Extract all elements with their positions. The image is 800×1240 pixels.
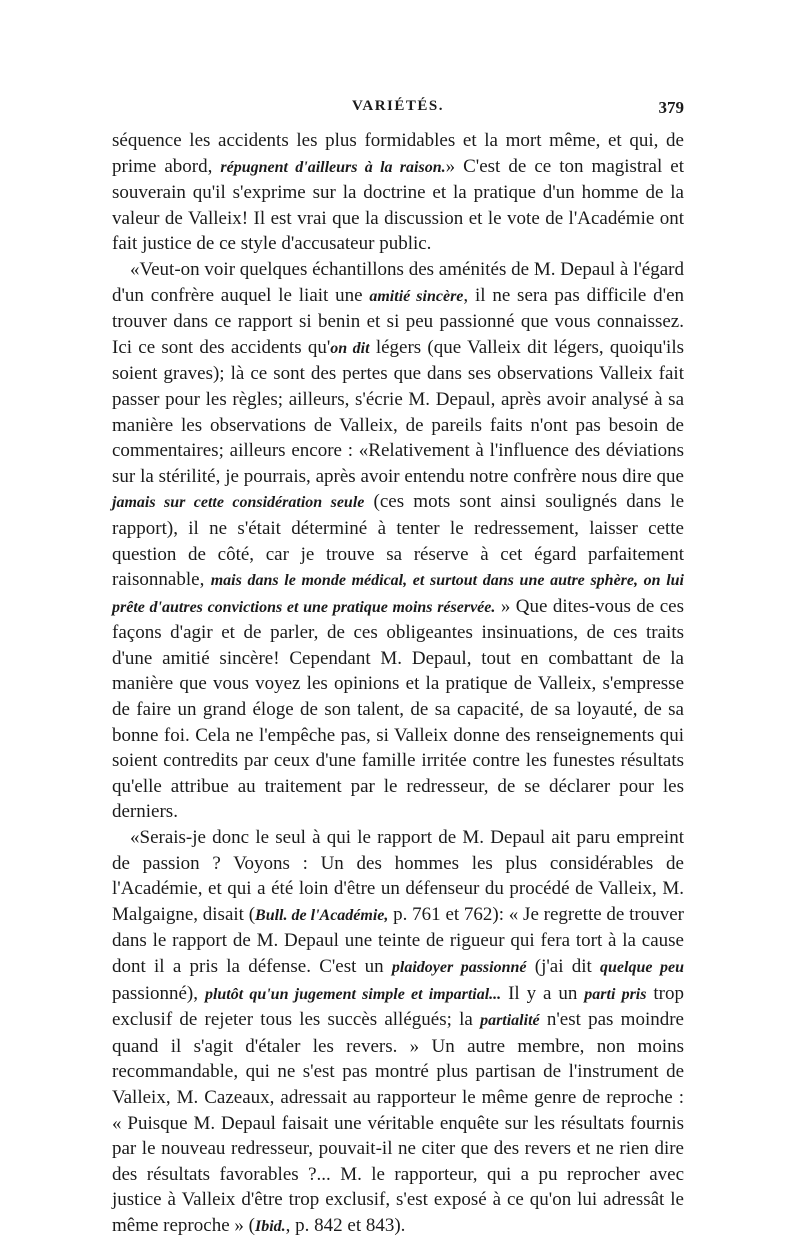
text-run: , il ne sera pas difficile d'en trouver dans ce rapport si benin et si peu passionné que vous connaissez. Ici ce sont des accidents qu' <box>112 284 685 358</box>
italic-run: jamais sur cette considération seule <box>112 494 365 512</box>
text-run: (j'ai dit <box>526 956 601 977</box>
text-run: » Que dites-vous de ces façons d'agir et de parler, de ces obligeantes insinuations, de ces traits d'une amitié sincère! Cependant M. Depaul, tout en combattant de la manière que vous voyez les opinions et la pratique de Valleix, s'empresse de faire un grand éloge de son talent, de sa capacité, de sa loyauté, de sa bonne foi. Cela ne l'empêche pas, si Valleix donne des renseignements qui soient contredits par ceux d'une famille irritée contre les funestes résultats qu'elle attribue au traitement par le redresseur, de se déclarer pour les derniers. <box>112 595 684 823</box>
text-run: trop exclusif de rejeter tous les succès allégués; la <box>112 982 685 1031</box>
page-header <box>112 98 684 128</box>
italic-run: plaidoyer passionné <box>391 959 527 976</box>
italic-run: Ibid. <box>254 1217 286 1235</box>
text-run: séquence les accidents les plus formidables et la mort même, et qui, de prime abord, <box>112 130 684 177</box>
italic-run: répugnent d'ailleurs à la raison. <box>220 158 446 176</box>
paragraph <box>112 128 684 257</box>
italic-run: mais dans le monde médical, et surtout dans une autre sphère, on lui prête d'autres convictions et une pratique moins réservée. <box>112 572 684 616</box>
paragraph <box>112 257 684 825</box>
text-run: n'est pas moindre quand il s'agit d'étaler les revers. » Un autre membre, non moins recommandable, qui ne s'est pas montré plus partisan de l'instrument de Valleix, M. Cazeaux, adressait au rapporteur le même genre de reproche : « Puisque M. Depaul faisait une véritable enquête sur les résultats fournis par le nouveau redresseur, pouvait-il ne citer que des revers et ne rien dire des résultats favorables ?... M. le rapporteur, qui a pu reprocher avec justice à Valleix d'être trop exclusif, s'est exposé à ce qu'on lui adressât le même reproche » ( <box>112 1009 684 1236</box>
text-run: Il y a un <box>501 982 585 1004</box>
text-run: » C'est de ce ton magistral et souverain qu'il s'exprime sur la doctrine et la pratique d'un homme de la valeur de Valleix! Il est vrai que la discussion et le vote de l'Académie ont fait justice de ce style d'accusateur public. <box>112 155 684 255</box>
text-run: «Serais-je donc le seul à qui le rapport de M. Depaul ait paru empreint de passion ? Voyons : Un des hommes les plus considérables de l'Académie, et qui a été loin d'être un défenseur du procédé de Valleix, M. Malgaigne, disait ( <box>112 827 684 925</box>
running-head: VARIÉTÉS. <box>351 98 444 114</box>
text-run: , p. 842 et 843). <box>285 1214 406 1236</box>
book-page <box>112 98 684 1240</box>
text-body <box>112 128 684 1240</box>
text-run: p. 761 et 762): « Je regrette de trouver dans le rapport de M. Depaul une teinte de rigueur qui fera tort à la cause dont il a pris la défense. C'est un <box>112 903 684 977</box>
text-run: (ces mots sont ainsi soulignés dans le rapport), il ne s'était déterminé à tenter le redressement, laisser cette question de côté, car je trouve sa réserve à cet égard parfaitement raisonnable, <box>112 491 685 591</box>
paragraph <box>112 825 684 1240</box>
italic-run: amitié sincère <box>369 287 464 305</box>
page-number: 379 <box>658 98 684 117</box>
italic-run: Bull. de l'Académie, <box>255 906 389 924</box>
text-run: passionné), <box>112 982 205 1004</box>
text-run: légers (que Valleix dit légers, quoiqu'ils soient graves); là ce sont des pertes que dans ses observations Valleix fait passer pour les règles; ailleurs, s'écrie M. Depaul, après avoir analysé à sa manière les observations de Valleix, de pareils faits n'ont pas besoin de commentaires; ailleurs encore : «Relativement à l'influence des déviations sur la stérilité, je pourrais, après avoir entendu notre confrère nous dire que <box>112 336 684 487</box>
text-run: «Veut-on voir quelques échantillons des aménités de M. Depaul à l'égard d'un confrère auquel le liait une <box>112 258 684 306</box>
italic-run: parti pris <box>584 985 647 1003</box>
italic-run: partialité <box>480 1012 540 1030</box>
italic-run: quelque peu <box>600 959 684 976</box>
italic-run: plutôt qu'un jugement simple et impartial... <box>204 985 502 1003</box>
italic-run: on dit <box>330 339 370 357</box>
